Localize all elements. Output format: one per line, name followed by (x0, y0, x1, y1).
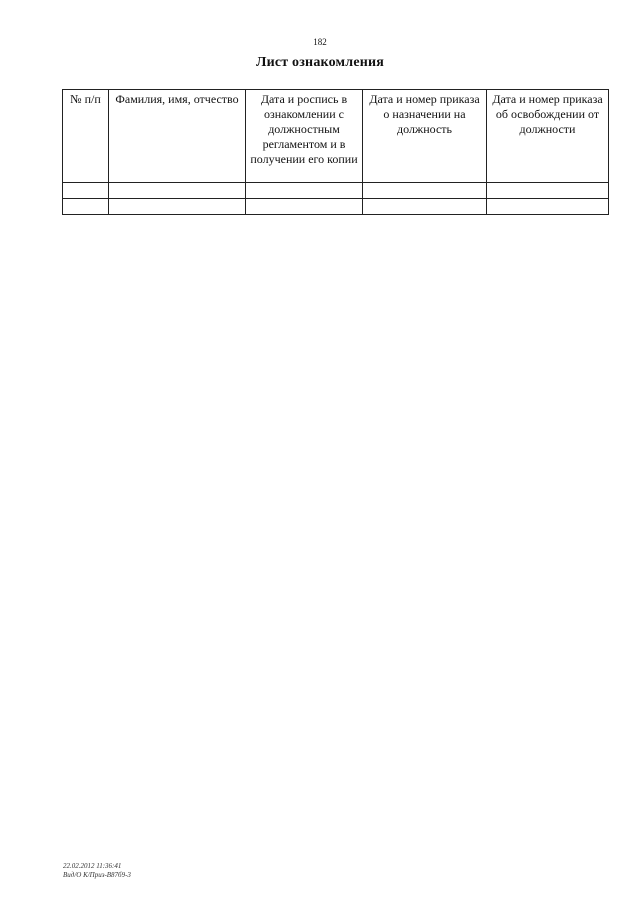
table-cell (363, 199, 487, 215)
header-signature-date: Дата и роспись в ознакомлении с должностным регламентом и в получении его копии (246, 90, 363, 183)
table-cell (109, 183, 246, 199)
table-cell (246, 199, 363, 215)
table-cell (487, 183, 609, 199)
table-cell (63, 183, 109, 199)
page-number: 182 (313, 37, 327, 47)
document-footer (63, 862, 131, 880)
footer-timestamp: 22.02.2012 11:36:41 (63, 862, 122, 870)
header-number: № п/п (63, 90, 109, 183)
table-cell (487, 199, 609, 215)
footer-document-code: Вид/О К/Приз-В87б9-3 (63, 871, 131, 879)
header-appointment-order: Дата и номер приказа о назначении на должность (363, 90, 487, 183)
header-dismissal-order: Дата и номер приказа об освобождении от должности (487, 90, 609, 183)
header-full-name: Фамилия, имя, отчество (109, 90, 246, 183)
table-cell (63, 199, 109, 215)
table-cell (363, 183, 487, 199)
table-cell (246, 183, 363, 199)
acknowledgement-table (62, 89, 609, 215)
table-cell (109, 199, 246, 215)
table-row (63, 199, 609, 215)
table-header-row (63, 90, 609, 183)
page-title: Лист ознакомления (255, 55, 385, 70)
table-row (63, 183, 609, 199)
